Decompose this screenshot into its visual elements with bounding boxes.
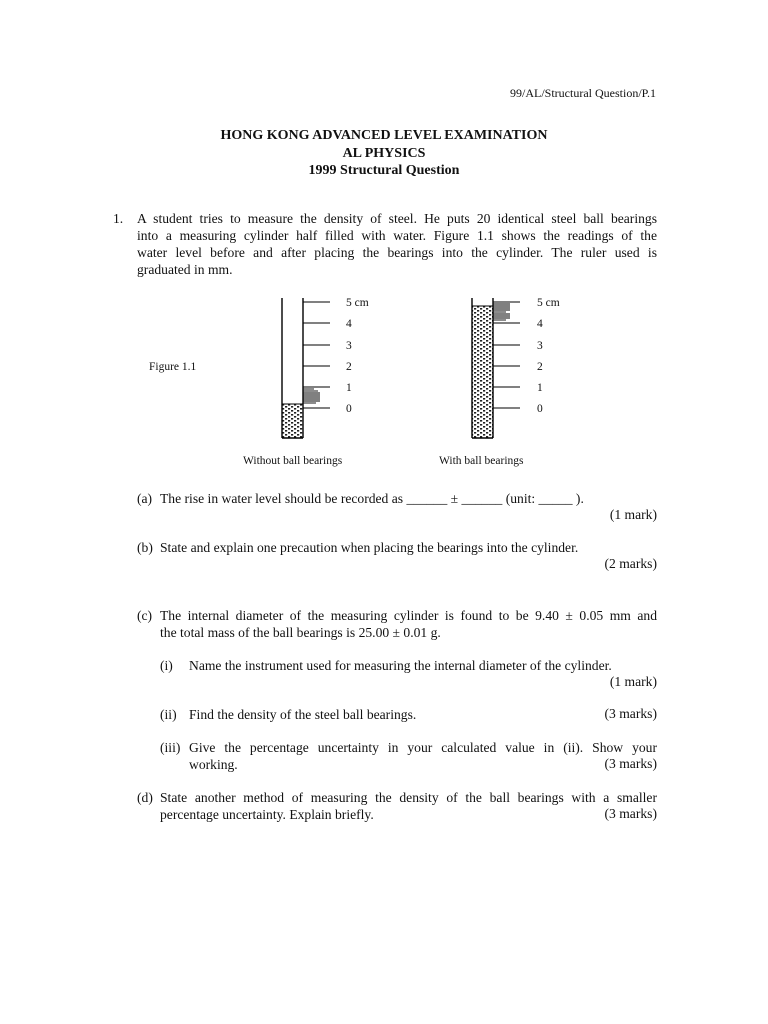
part-c-label: (c) (137, 608, 153, 623)
minor-ticks-left (303, 389, 320, 403)
part-c-ii-text: Find the density of the steel ball bearings. (189, 707, 417, 722)
part-d-line-1: State another method of measuring the density of the ball bearings with a smaller (160, 790, 657, 805)
part-b-text: State and explain one precaution when placing the bearings into the cylinder. (160, 540, 579, 555)
scale-label-5cm-right: 5 cm (537, 297, 560, 309)
part-c-iii-label: (iii) (160, 740, 181, 755)
part-c-iii-line-1: Give the percentage uncertainty in your calculated value in (ii). Show your (189, 740, 657, 755)
part-d-marks: (3 marks) (604, 806, 657, 821)
scale-label-2-right: 2 (537, 361, 543, 373)
cylinder-without-bearings (282, 297, 369, 438)
part-a-text: The rise in water level should be recorded as ______ ± ______ (unit: _____ ). (160, 491, 584, 506)
scale-label-3-left: 3 (346, 340, 352, 352)
scale-label-5cm-left: 5 cm (346, 297, 369, 309)
scale-label-0-right: 0 (537, 403, 543, 415)
part-c-line-1: The internal diameter of the measuring cylinder is found to be 9.40 ± 0.05 mm and (160, 608, 657, 623)
part-a-marks: (1 mark) (609, 507, 657, 522)
subject-title: AL PHYSICS (342, 146, 426, 161)
caption-with-bearings: With ball bearings (439, 455, 524, 467)
part-c-iii-line-2: working. (189, 757, 238, 772)
question-number: 1. (113, 211, 124, 226)
part-c-iii-marks: (3 marks) (604, 756, 657, 771)
water-column-left (282, 404, 303, 438)
part-d-label: (d) (137, 790, 153, 805)
intro-line-3: water level before and after placing the bearings into the cylinder. The ruler used is (137, 245, 657, 260)
part-c-line-2: the total mass of the ball bearings is 25.00 ± 0.01 g. (160, 625, 441, 640)
part-c-ii-label: (ii) (160, 707, 177, 722)
scale-label-4-left: 4 (346, 318, 352, 330)
scale-label-3-right: 3 (537, 340, 543, 352)
paper-title: 1999 Structural Question (308, 163, 460, 178)
caption-without-bearings: Without ball bearings (243, 455, 343, 467)
scale-label-1-right: 1 (537, 382, 543, 394)
part-a-label: (a) (137, 491, 153, 506)
part-b-label: (b) (137, 540, 153, 555)
part-c-i-label: (i) (160, 658, 173, 673)
figure-label: Figure 1.1 (149, 361, 197, 373)
page-reference: 99/AL/Structural Question/P.1 (510, 86, 656, 100)
scale-label-1-left: 1 (346, 382, 352, 394)
intro-line-4: graduated in mm. (137, 262, 233, 277)
minor-ticks-right (493, 304, 510, 320)
intro-line-1: A student tries to measure the density of steel. He puts 20 identical steel ball bearings (137, 211, 657, 226)
cylinder-with-bearings (472, 297, 560, 438)
part-b-marks: (2 marks) (604, 556, 657, 571)
part-d-line-2: percentage uncertainty. Explain briefly. (160, 807, 374, 822)
scale-label-0-left: 0 (346, 403, 352, 415)
figure-1-1 (0, 0, 768, 480)
intro-line-2: into a measuring cylinder half filled with water. Figure 1.1 shows the readings of the (137, 228, 657, 243)
part-c-i-text: Name the instrument used for measuring the internal diameter of the cylinder. (189, 658, 612, 673)
part-c-ii-marks: (3 marks) (604, 706, 657, 721)
scale-label-4-right: 4 (537, 318, 543, 330)
scale-label-2-left: 2 (346, 361, 352, 373)
part-c-i-marks: (1 mark) (609, 674, 657, 689)
water-column-right (472, 306, 493, 438)
exam-title: HONG KONG ADVANCED LEVEL EXAMINATION (220, 128, 548, 143)
